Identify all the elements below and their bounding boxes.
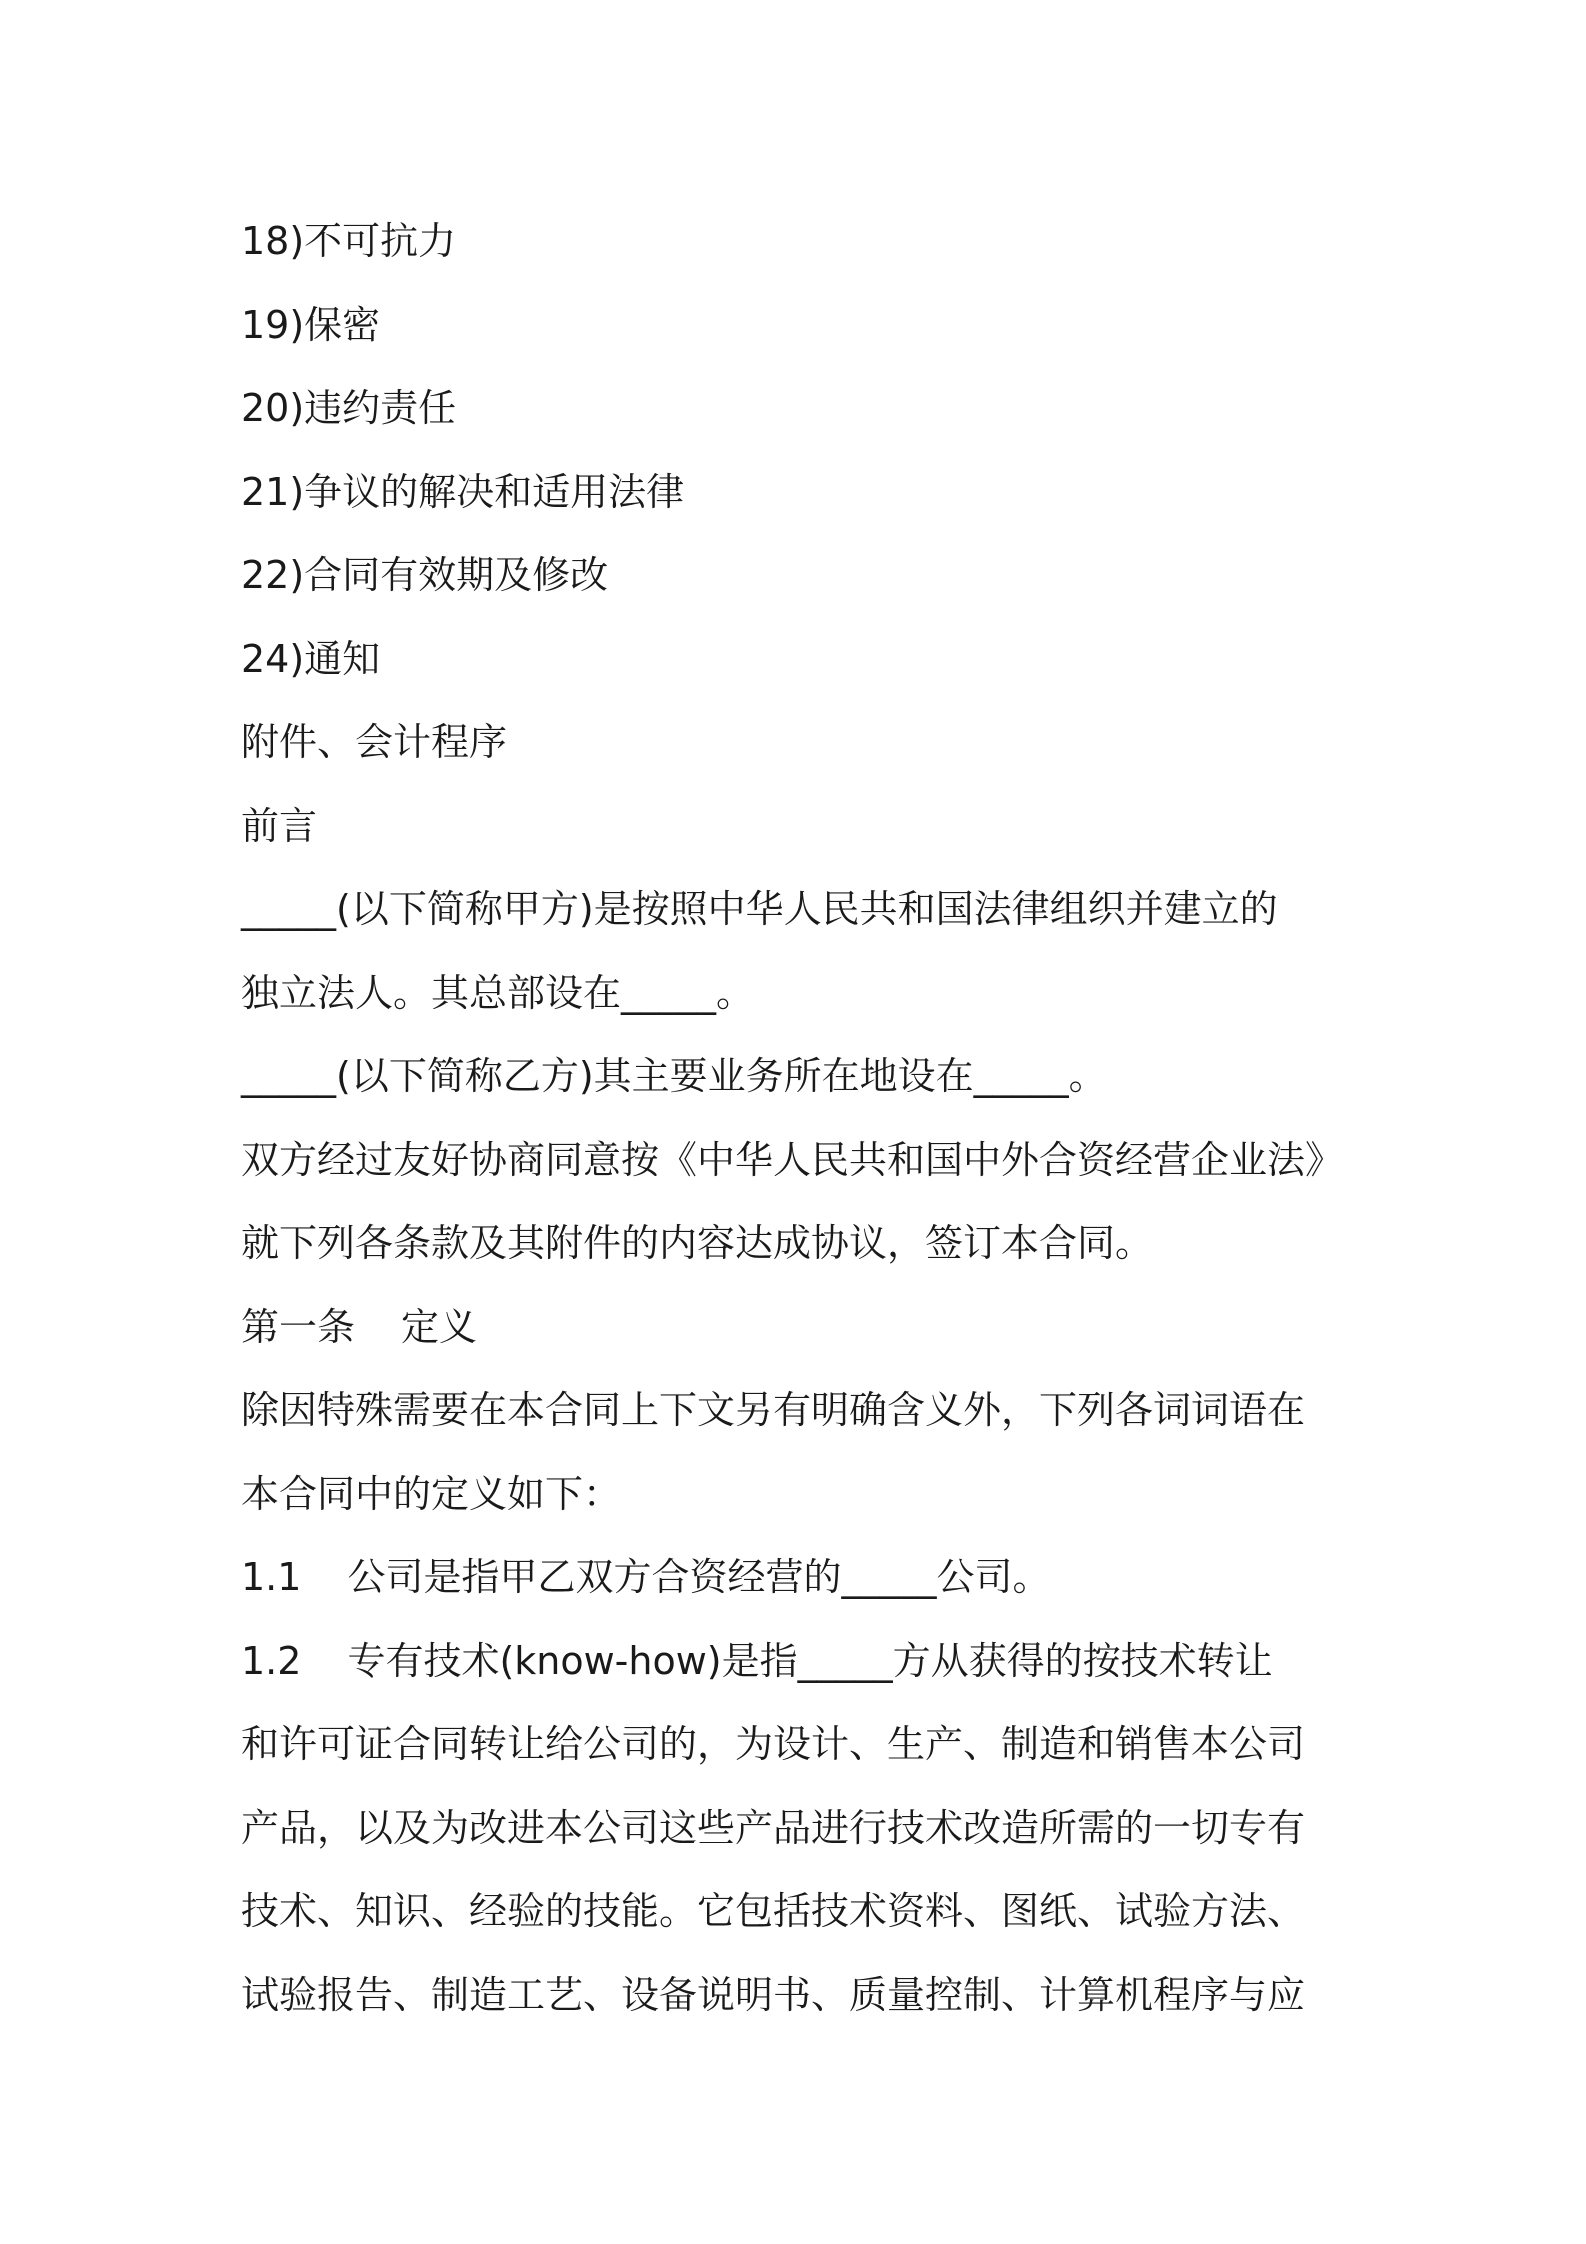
toc-item-21: 21)争议的解决和适用法律 bbox=[241, 469, 685, 514]
toc-item-20: 20)违约责任 bbox=[241, 386, 457, 430]
agreement-line-2: 就下列各条款及其附件的内容达成协议，签订本合同。 bbox=[241, 1221, 1154, 1265]
toc-item-22: 22)合同有效期及修改 bbox=[241, 553, 609, 597]
toc-item-18: 18)不可抗力 bbox=[241, 219, 457, 263]
clause-1-2-text: 专有技术(know-how)是指_____方从获得的按技术转让 bbox=[347, 1638, 1273, 1683]
definition-intro-line-2: 本合同中的定义如下： bbox=[241, 1471, 622, 1516]
agreement-line-1: 双方经过友好协商同意按《中华人民共和国中外合资经营企业法》 bbox=[241, 1137, 1344, 1182]
clause-1-1-text: 公司是指甲乙双方合资经营的_____公司。 bbox=[347, 1555, 1051, 1599]
article-1-title: 定义 bbox=[401, 1304, 478, 1349]
party-a-line-1: _____(以下简称甲方)是按照中华人民共和国法律组织并建立的 bbox=[241, 887, 1278, 931]
document-body bbox=[241, 200, 1391, 2037]
toc-item-19: 19)保密 bbox=[241, 302, 381, 347]
definition-intro-line-1: 除因特殊需要在本合同上下文另有明确含义外，下列各词词语在 bbox=[241, 1388, 1306, 1432]
clause-1-1-number: 1.1 bbox=[241, 1555, 302, 1599]
preface-heading: 前言 bbox=[241, 803, 318, 848]
article-1-number: 第一条 bbox=[241, 1304, 356, 1349]
article-1-heading bbox=[241, 1286, 1391, 1370]
clause-1-2-line-3: 产品，以及为改进本公司这些产品进行技术改造所需的一切专有 bbox=[241, 1805, 1306, 1850]
clause-1-2 bbox=[241, 1620, 1391, 1704]
clause-1-2-number: 1.2 bbox=[241, 1638, 302, 1683]
clause-1-2-line-4: 技术、知识、经验的技能。它包括技术资料、图纸、试验方法、 bbox=[241, 1889, 1306, 1933]
toc-appendix: 附件、会计程序 bbox=[241, 720, 508, 764]
clause-1-1 bbox=[241, 1536, 1391, 1620]
party-a-line-2: 独立法人。其总部设在_____。 bbox=[241, 970, 755, 1015]
party-b-line: _____(以下简称乙方)其主要业务所在地设在_____。 bbox=[241, 1054, 1107, 1098]
clause-1-2-line-5: 试验报告、制造工艺、设备说明书、质量控制、计算机程序与应 bbox=[241, 1972, 1306, 2017]
toc-item-24: 24)通知 bbox=[241, 636, 381, 681]
clause-1-2-line-2: 和许可证合同转让给公司的，为设计、生产、制造和销售本公司 bbox=[241, 1722, 1306, 1766]
